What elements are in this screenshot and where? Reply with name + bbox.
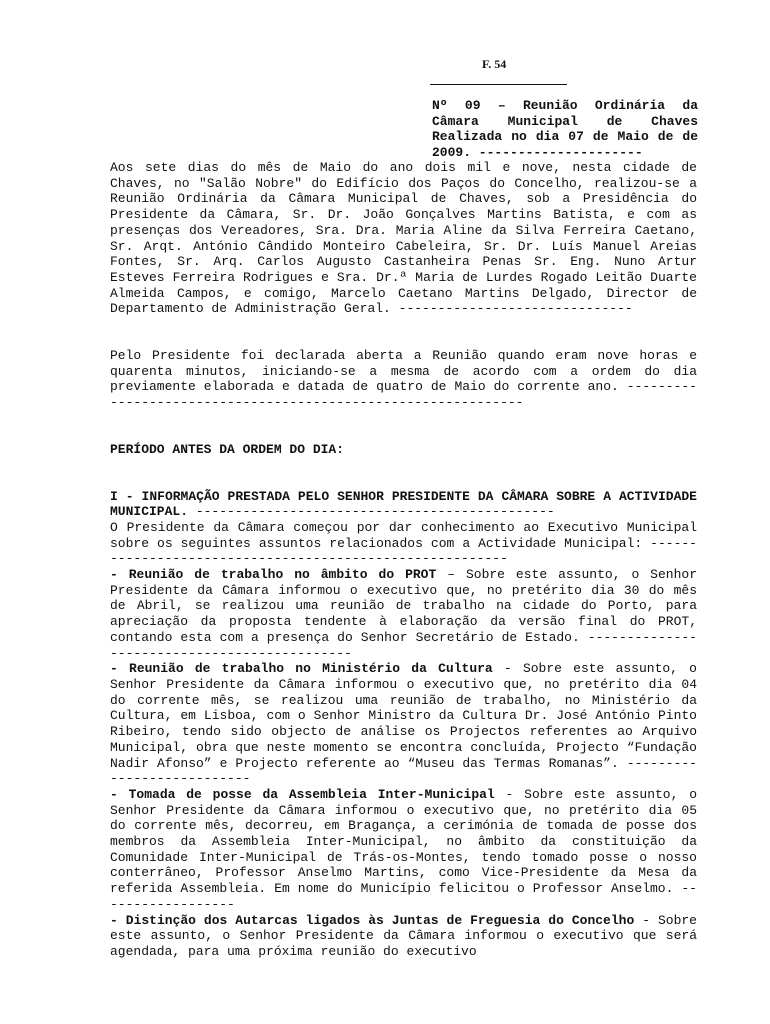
item-title: Tomada de posse da Assembleia Inter-Municipal bbox=[128, 786, 495, 802]
list-item bbox=[110, 913, 697, 960]
item-text: – Sobre este assunto, o Senhor Presidente da Câmara informou o executivo que, no pretérito dia 30 do mês de Abril, se realizou uma reunião de trabalho na cidade do Porto, para apreciação da proposta tendente à elaboração da versão final do PROT, contando esta com a presença do Senhor Secretário de Estado. --------------------------------------------- bbox=[110, 567, 697, 661]
opening-declaration: Pelo Presidente foi declarada aberta a Reunião quando eram nove horas e quarenta minutos, iniciando-se a mesma de acordo com a ordem do dia previamente elaborada e datada de quatro de Maio do corrente ano. -------------------------------------------------------------- bbox=[110, 348, 697, 411]
opening-paragraph: Aos sete dias do mês de Maio do ano dois mil e nove, nesta cidade de Chaves, no "Salão Nobre" do Edifício dos Paços do Concelho, realizou-se a Reunião Ordinária da Câmara Municipal de Chaves, sob a Presidência do Presidente da Câmara, Sr. Dr. João Gonçalves Martins Batista, e com as presenças dos Vereadores, Sra. Dra. Maria Aline da Silva Ferreira Caetano, Sr. Arqt. António Cândido Monteiro Cabeleira, Sr. Dr. Luís Manuel Areias Fontes, Sr. Arq. Carlos Augusto Castanheira Penas Sr. Eng. Nuno Artur Esteves Ferreira Rodrigues e Sra. Dr.ª Maria de Lurdes Rogado Leitão Duarte Almeida Campos, e comigo, Marcelo Caetano Martins Delgado, Director de Departamento de Administração Geral. ------------------------------ bbox=[110, 160, 697, 317]
page-folio: F. 54 bbox=[482, 57, 507, 71]
subsection-heading-dashes: ---------------------------------------------- bbox=[188, 504, 555, 520]
folio-underline bbox=[430, 84, 567, 85]
item-text: - Sobre este assunto, o Senhor Presidente da Câmara informou o executivo que, no pretérito dia 05 do corrente mês, decorreu, em Bragança, a cerimónia de tomada de posse dos membros da Assembleia Inter-Municipal, no âmbito da constituição da Comunidade Inter-Municipal de Trás-os-Montes, tendo tomado posse o nosso conterrâneo, Professor Anselmo Martins, como Vice-Presidente da Mesa da referida Assembleia. Em nome do Município felicitou o Professor Anselmo. ------------------ bbox=[110, 786, 698, 912]
subsection-intro: O Presidente da Câmara começou por dar conhecimento ao Executivo Municipal sobre os seguintes assuntos relacionados com a Actividade Municipal: --------------------------------------------------------- bbox=[110, 519, 697, 567]
item-lead: - bbox=[110, 786, 129, 802]
list-item bbox=[110, 567, 697, 661]
item-text: - Sobre este assunto, o Senhor Presidente da Câmara informou o executivo que, no pretérito dia 04 do corrente mês, se realizou uma reunião de trabalho, no Ministério da Cultura, em Lisboa, com o Senhor Ministro da Cultura Dr. José António Pinto Ribeiro, tendo sido objecto de análise os Projectos referentes ao Arquivo Municipal, obra que neste momento se encontra concluída, Projecto “Fundação Nadir Afonso” e Projecto referente ao “Museu das Termas Romanas”. --------------------------- bbox=[110, 661, 697, 787]
document-body bbox=[110, 160, 697, 960]
item-lead: - bbox=[110, 567, 129, 583]
subsection-heading bbox=[110, 489, 697, 520]
item-text: - Sobre este assunto, o Senhor Presidente da Câmara informou o executivo que será agendada, para uma próxima reunião do executivo bbox=[110, 912, 697, 959]
list-item bbox=[110, 661, 697, 787]
item-title: Distinção dos Autarcas ligados às Juntas de Freguesia do Concelho bbox=[125, 912, 635, 928]
meeting-title: Nº 09 – Reunião Ordinária da Câmara Municipal de Chaves Realizada no dia 07 de Maio de de 2009. --------------------- bbox=[432, 98, 698, 161]
list-item bbox=[110, 787, 697, 913]
item-lead: - bbox=[110, 661, 130, 677]
item-title: Reunião de trabalho no Ministério da Cultura bbox=[129, 661, 493, 677]
subsection-heading-text: I - INFORMAÇÃO PRESTADA PELO SENHOR PRESIDENTE DA CÂMARA SOBRE A ACTIVIDADE MUNICIPAL. bbox=[110, 488, 697, 520]
section-heading: PERÍODO ANTES DA ORDEM DO DIA: bbox=[110, 441, 345, 457]
item-lead: - bbox=[110, 912, 126, 928]
item-title: Reunião de trabalho no âmbito do PROT bbox=[128, 567, 437, 583]
